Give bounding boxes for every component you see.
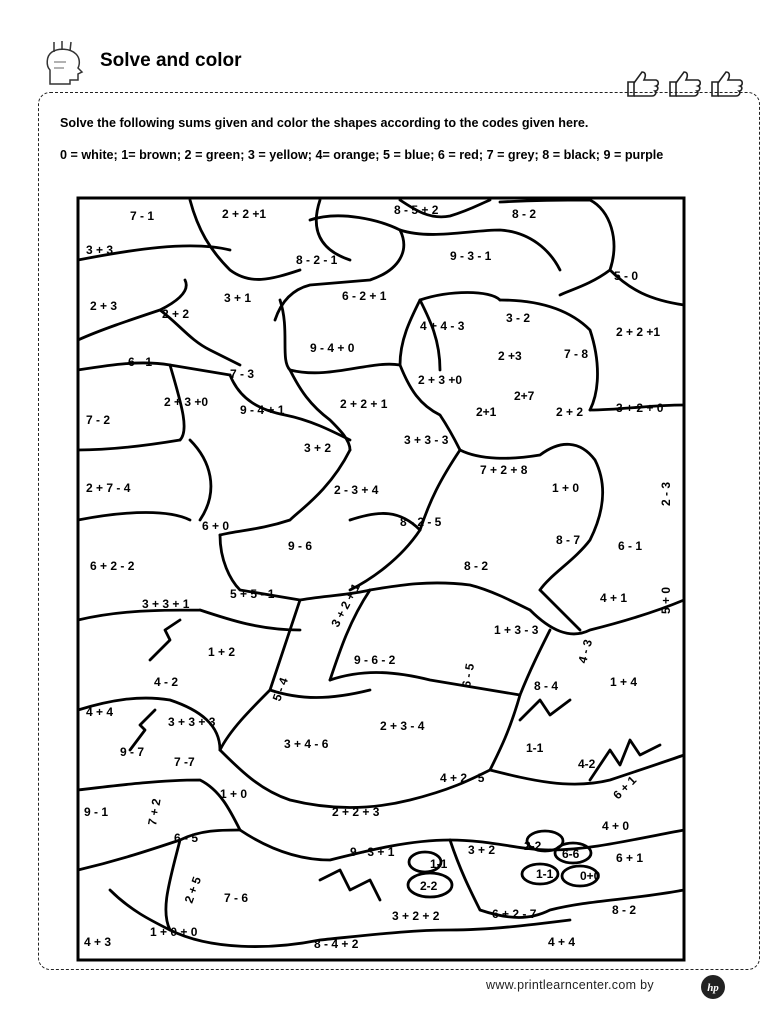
sum-label: 7 + 2 + 8	[480, 463, 528, 477]
sum-label: 3 + 1	[224, 291, 252, 305]
sum-label: 2 + 3 - 4	[380, 719, 425, 733]
sum-label: 1 + 0	[552, 481, 580, 495]
sum-label: 1-1	[526, 741, 544, 755]
sum-label: 6 + 2 - 7	[492, 907, 537, 921]
sum-label: 2 + 2 +1	[616, 325, 661, 339]
sum-label: 1 + 0	[220, 787, 248, 801]
sum-label: 2 + 3	[90, 299, 118, 313]
sum-label: 2 + 2	[556, 405, 584, 419]
head-with-pencils-icon	[44, 40, 90, 88]
sum-label: 1 + 3 - 3	[494, 623, 539, 637]
sum-label: 3 + 3 + 3	[168, 715, 216, 729]
sum-label: 2 + 3 +0	[418, 373, 463, 387]
sum-label: 9 - 1	[84, 805, 109, 819]
sum-label: 7 -7	[174, 755, 195, 769]
sum-label: 4 + 4	[548, 935, 576, 949]
sum-label: 4 - 3	[575, 637, 596, 665]
sum-label: 3 + 2 + 2	[392, 909, 440, 923]
sum-label: 6 + 1	[616, 851, 644, 865]
sum-label: 2 - 3	[659, 481, 673, 506]
sum-label: 2+7	[514, 389, 535, 403]
sum-label: 1-1	[430, 857, 448, 871]
sum-label: 8 - 2	[612, 903, 637, 917]
sum-label: 2 +3	[498, 349, 522, 363]
sum-label: 2 + 3 +0	[164, 395, 209, 409]
sum-label: 2 + 2 +1	[222, 207, 267, 221]
sum-label: 3 + 3 - 3	[404, 433, 449, 447]
sum-label: 4 + 0	[602, 819, 630, 833]
sum-label: 2 - 3 + 4	[334, 483, 379, 497]
sum-label: 4-2	[578, 757, 596, 771]
sum-label: 3 + 2	[304, 441, 332, 455]
sum-label: 1 + 2	[208, 645, 236, 659]
sum-label: 3 + 4 - 6	[284, 737, 329, 751]
hp-logo-text: hp	[707, 982, 719, 994]
sum-label: 6 - 1	[618, 539, 643, 553]
sum-label: 8 - 5 + 2	[394, 203, 439, 217]
sum-label: 7 - 2	[86, 413, 111, 427]
sum-label: 7 - 3	[230, 367, 255, 381]
sum-label: 1-1	[536, 867, 554, 881]
sum-label: 9 - 6 - 2	[354, 653, 396, 667]
coloring-svg	[70, 190, 696, 974]
coloring-picture	[70, 190, 696, 979]
sum-label: 8 - 7	[556, 533, 581, 547]
sum-label: 4 + 2 - 5	[440, 771, 485, 785]
sum-label: 9 - 6	[288, 539, 313, 553]
sum-label: 0+0	[580, 869, 601, 883]
sum-label: 9 - 3 + 1	[350, 845, 395, 859]
sum-label: 6 - 2 + 1	[342, 289, 387, 303]
sum-label: 3 - 2	[506, 311, 531, 325]
sum-label: 5 - 0	[614, 269, 639, 283]
sum-label: 4 + 1	[600, 591, 628, 605]
sum-label: 4 + 4	[86, 705, 114, 719]
sum-label: 3 + 2 + 0	[616, 401, 664, 415]
sum-label: 2 + 2 + 3	[332, 805, 380, 819]
sum-label: 2 + 2	[162, 307, 190, 321]
sum-label: 2+1	[476, 405, 497, 419]
sum-label: 2 + 7 - 4	[86, 481, 131, 495]
sum-label: 8 - 4 + 2	[314, 937, 359, 951]
sum-label: 1 + 4	[610, 675, 638, 689]
sum-label: 7 + 2	[145, 797, 164, 827]
instructions-text: Solve the following sums given and color the shapes according to the codes given here.	[60, 116, 589, 130]
page-title: Solve and color	[100, 50, 242, 71]
sum-label: 3 + 2	[468, 843, 496, 857]
worksheet-header	[40, 34, 740, 94]
sum-label: 2-2	[524, 839, 542, 853]
sum-label: 3 + 2 + 1	[328, 581, 363, 630]
sum-label: 4 - 2	[154, 675, 179, 689]
sum-label: 9 - 3 - 1	[450, 249, 492, 263]
sum-label: 6 - 5	[459, 662, 478, 689]
sum-label: 2 + 5	[181, 874, 205, 906]
sum-label: 5 + 5 - 1	[230, 587, 275, 601]
sum-label: 9 - 4 + 1	[240, 403, 285, 417]
sum-label: 7 - 6	[224, 891, 249, 905]
sum-label: 8 - 2 - 5	[400, 515, 442, 529]
sum-label: 2-2	[420, 879, 438, 893]
sum-label: 8 - 2	[464, 559, 489, 573]
sum-label: 6 + 2 - 2	[90, 559, 135, 573]
sum-label: 5 + 0	[659, 586, 673, 614]
sum-label: 4 + 3	[84, 935, 112, 949]
sum-label: 3 + 3	[86, 243, 114, 257]
sum-label: 1 + 0 + 0	[150, 925, 198, 939]
sum-label: 8 - 4	[534, 679, 559, 693]
sum-label: 6 - 1	[128, 355, 153, 369]
sum-label: 6-6	[562, 847, 580, 861]
footer-website[interactable]: www.printlearncenter.com by	[486, 978, 654, 992]
sum-label: 6 + 0	[202, 519, 230, 533]
sum-label: 8 - 2	[512, 207, 537, 221]
sum-label: 8 - 2 - 1	[296, 253, 338, 267]
hp-logo-icon	[700, 974, 726, 1000]
sum-label: 7 - 8	[564, 347, 589, 361]
sum-label: 6 + 1	[610, 773, 640, 803]
sum-label: 9 - 7	[120, 745, 145, 759]
color-codes-text: 0 = white; 1= brown; 2 = green; 3 = yellow; 4= orange; 5 = blue; 6 = red; 7 = grey; 8 = black; 9 = purple	[60, 148, 664, 162]
sum-label: 6 - 5	[174, 831, 199, 845]
sum-label: 2 + 2 + 1	[340, 397, 388, 411]
sum-label: 5 - 4	[269, 675, 292, 704]
sum-label: 4 + 4 - 3	[420, 319, 465, 333]
sum-label: 3 + 3 + 1	[142, 597, 190, 611]
sum-label: 9 - 4 + 0	[310, 341, 355, 355]
sum-label: 7 - 1	[130, 209, 155, 223]
